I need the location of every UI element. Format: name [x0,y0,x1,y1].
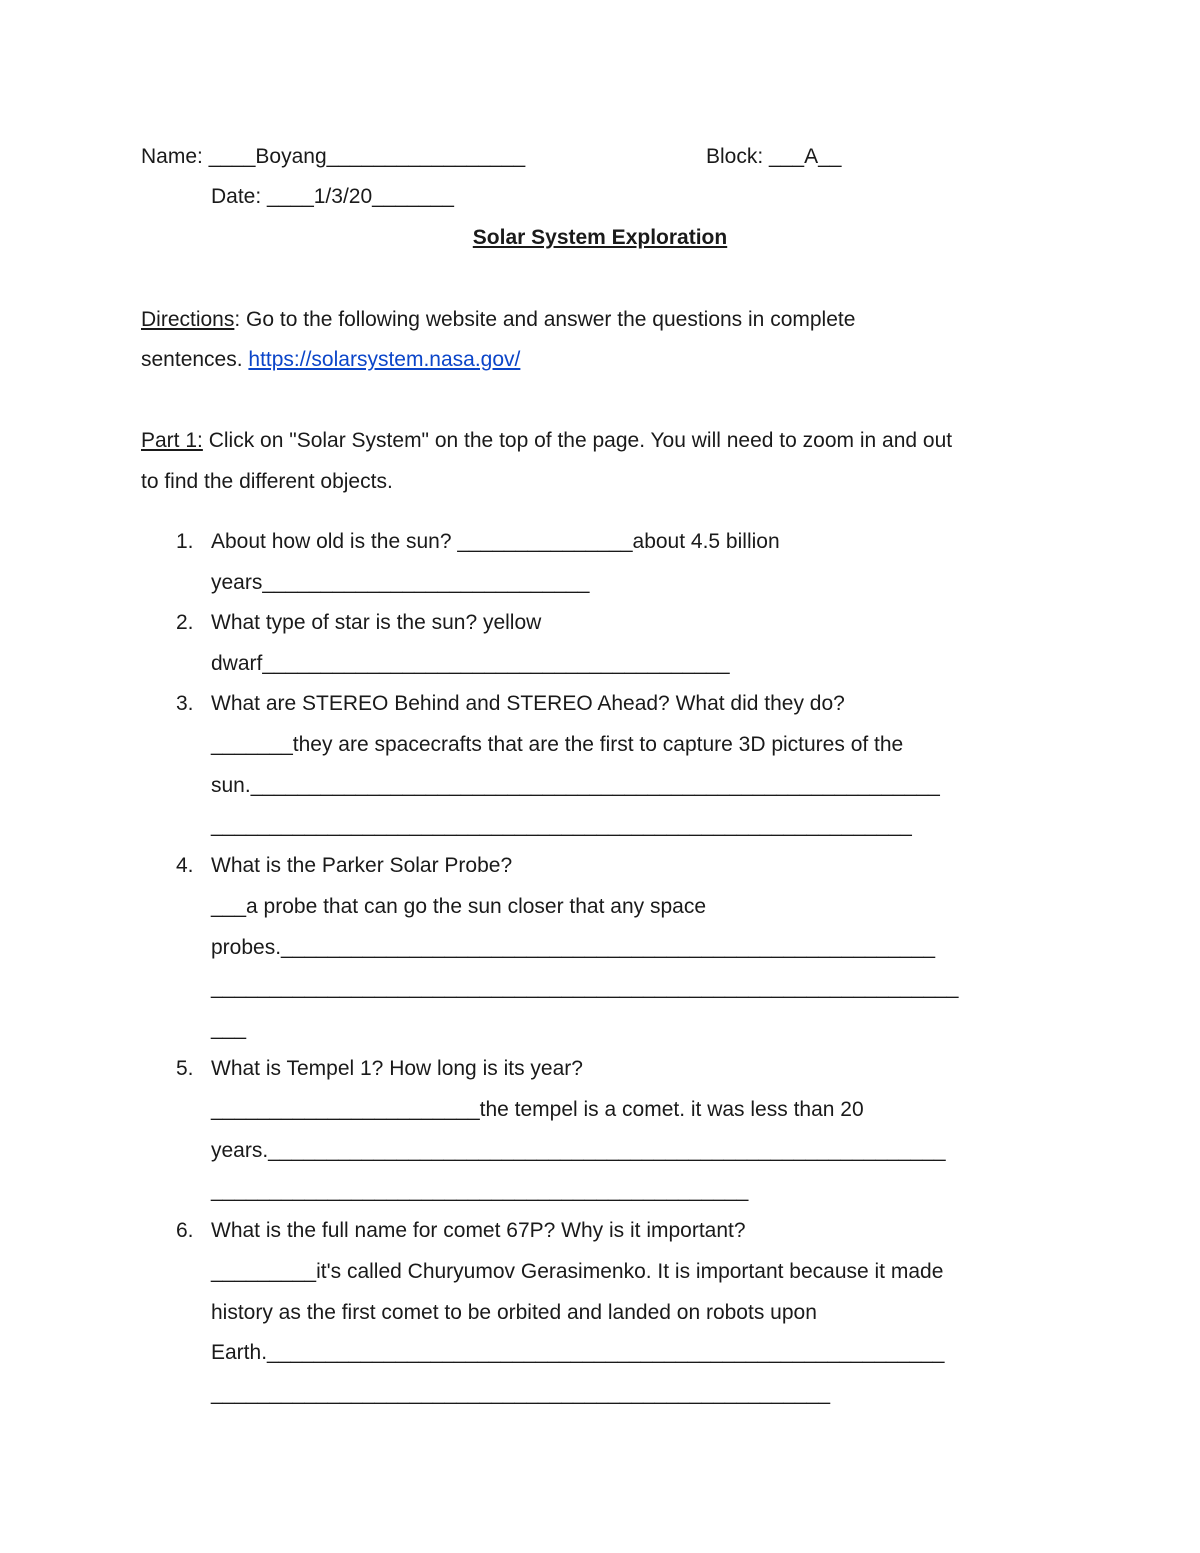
question-number: 5. [176,1057,194,1080]
page-title: Solar System Exploration [472,226,728,249]
question-number: 4. [176,854,194,877]
answer-line[interactable]: ______________________________________________ [211,1179,749,1202]
block-line [706,146,841,167]
question-number: 2. [176,611,194,634]
block-label: Block: [706,145,770,168]
answer-line[interactable]: _________it's called Churyumov Gerasimenko. It is important because it made [211,1260,944,1283]
directions-label: Directions [141,308,235,331]
directions-text-2: sentences. [141,348,249,371]
answer-line[interactable]: _______________________the tempel is a comet. it was less than 20 [211,1098,864,1121]
directions-line-1 [141,309,855,330]
part1-text-2: to find the different objects. [141,470,393,493]
question-text: What are STEREO Behind and STEREO Ahead? What did they do? [211,692,845,715]
block-value[interactable]: ___A__ [769,145,842,168]
nasa-link[interactable]: https://solarsystem.nasa.gov/ [248,348,521,371]
name-label: Name: [141,145,209,168]
question-text: What is the full name for comet 67P? Why is it important? [211,1219,746,1242]
answer-line[interactable]: ___ [211,1017,247,1040]
part1-text-1: Click on "Solar System" on the top of the page. You will need to zoom in and out [202,429,953,452]
question-text: What is Tempel 1? How long is its year? [211,1057,583,1080]
name-value[interactable]: ____Boyang_________________ [208,145,526,168]
answer-line[interactable]: _____________________________________________________ [211,1382,830,1405]
question-text: About how old is the sun? _______________about 4.5 billion [211,530,780,553]
date-value[interactable]: ____1/3/20_______ [267,185,454,208]
directions-line-2 [141,349,520,370]
name-line [141,146,525,167]
part1-line-1 [141,430,952,451]
answer-line[interactable]: ________________________________________________________________ [211,976,959,999]
answer-line[interactable]: Earth.__________________________________________________________ [211,1341,945,1364]
answer-line[interactable]: years____________________________ [211,571,590,594]
question-number: 1. [176,530,194,553]
question-text: What type of star is the sun? yellow [211,611,542,634]
answer-line[interactable]: ____________________________________________________________ [211,814,912,837]
date-label: Date: [211,185,268,208]
answer-line[interactable]: history as the first comet to be orbited and landed on robots upon [211,1301,817,1324]
answer-line[interactable]: sun.___________________________________________________________ [211,774,940,797]
answer-line[interactable]: ___a probe that can go the sun closer that any space [211,895,707,918]
part1-line-2 [141,471,393,492]
part1-label: Part 1: [141,429,203,452]
answer-line[interactable]: probes.________________________________________________________ [211,936,936,959]
question-number: 6. [176,1219,194,1242]
answer-line[interactable]: years.__________________________________________________________ [211,1139,946,1162]
answer-line[interactable]: dwarf________________________________________ [211,652,730,675]
date-line [211,186,454,207]
answer-line[interactable]: _______they are spacecrafts that are the first to capture 3D pictures of the [211,733,904,756]
question-number: 3. [176,692,194,715]
question-text: What is the Parker Solar Probe? [211,854,513,877]
directions-text-1: : Go to the following website and answer the questions in complete [234,308,856,331]
